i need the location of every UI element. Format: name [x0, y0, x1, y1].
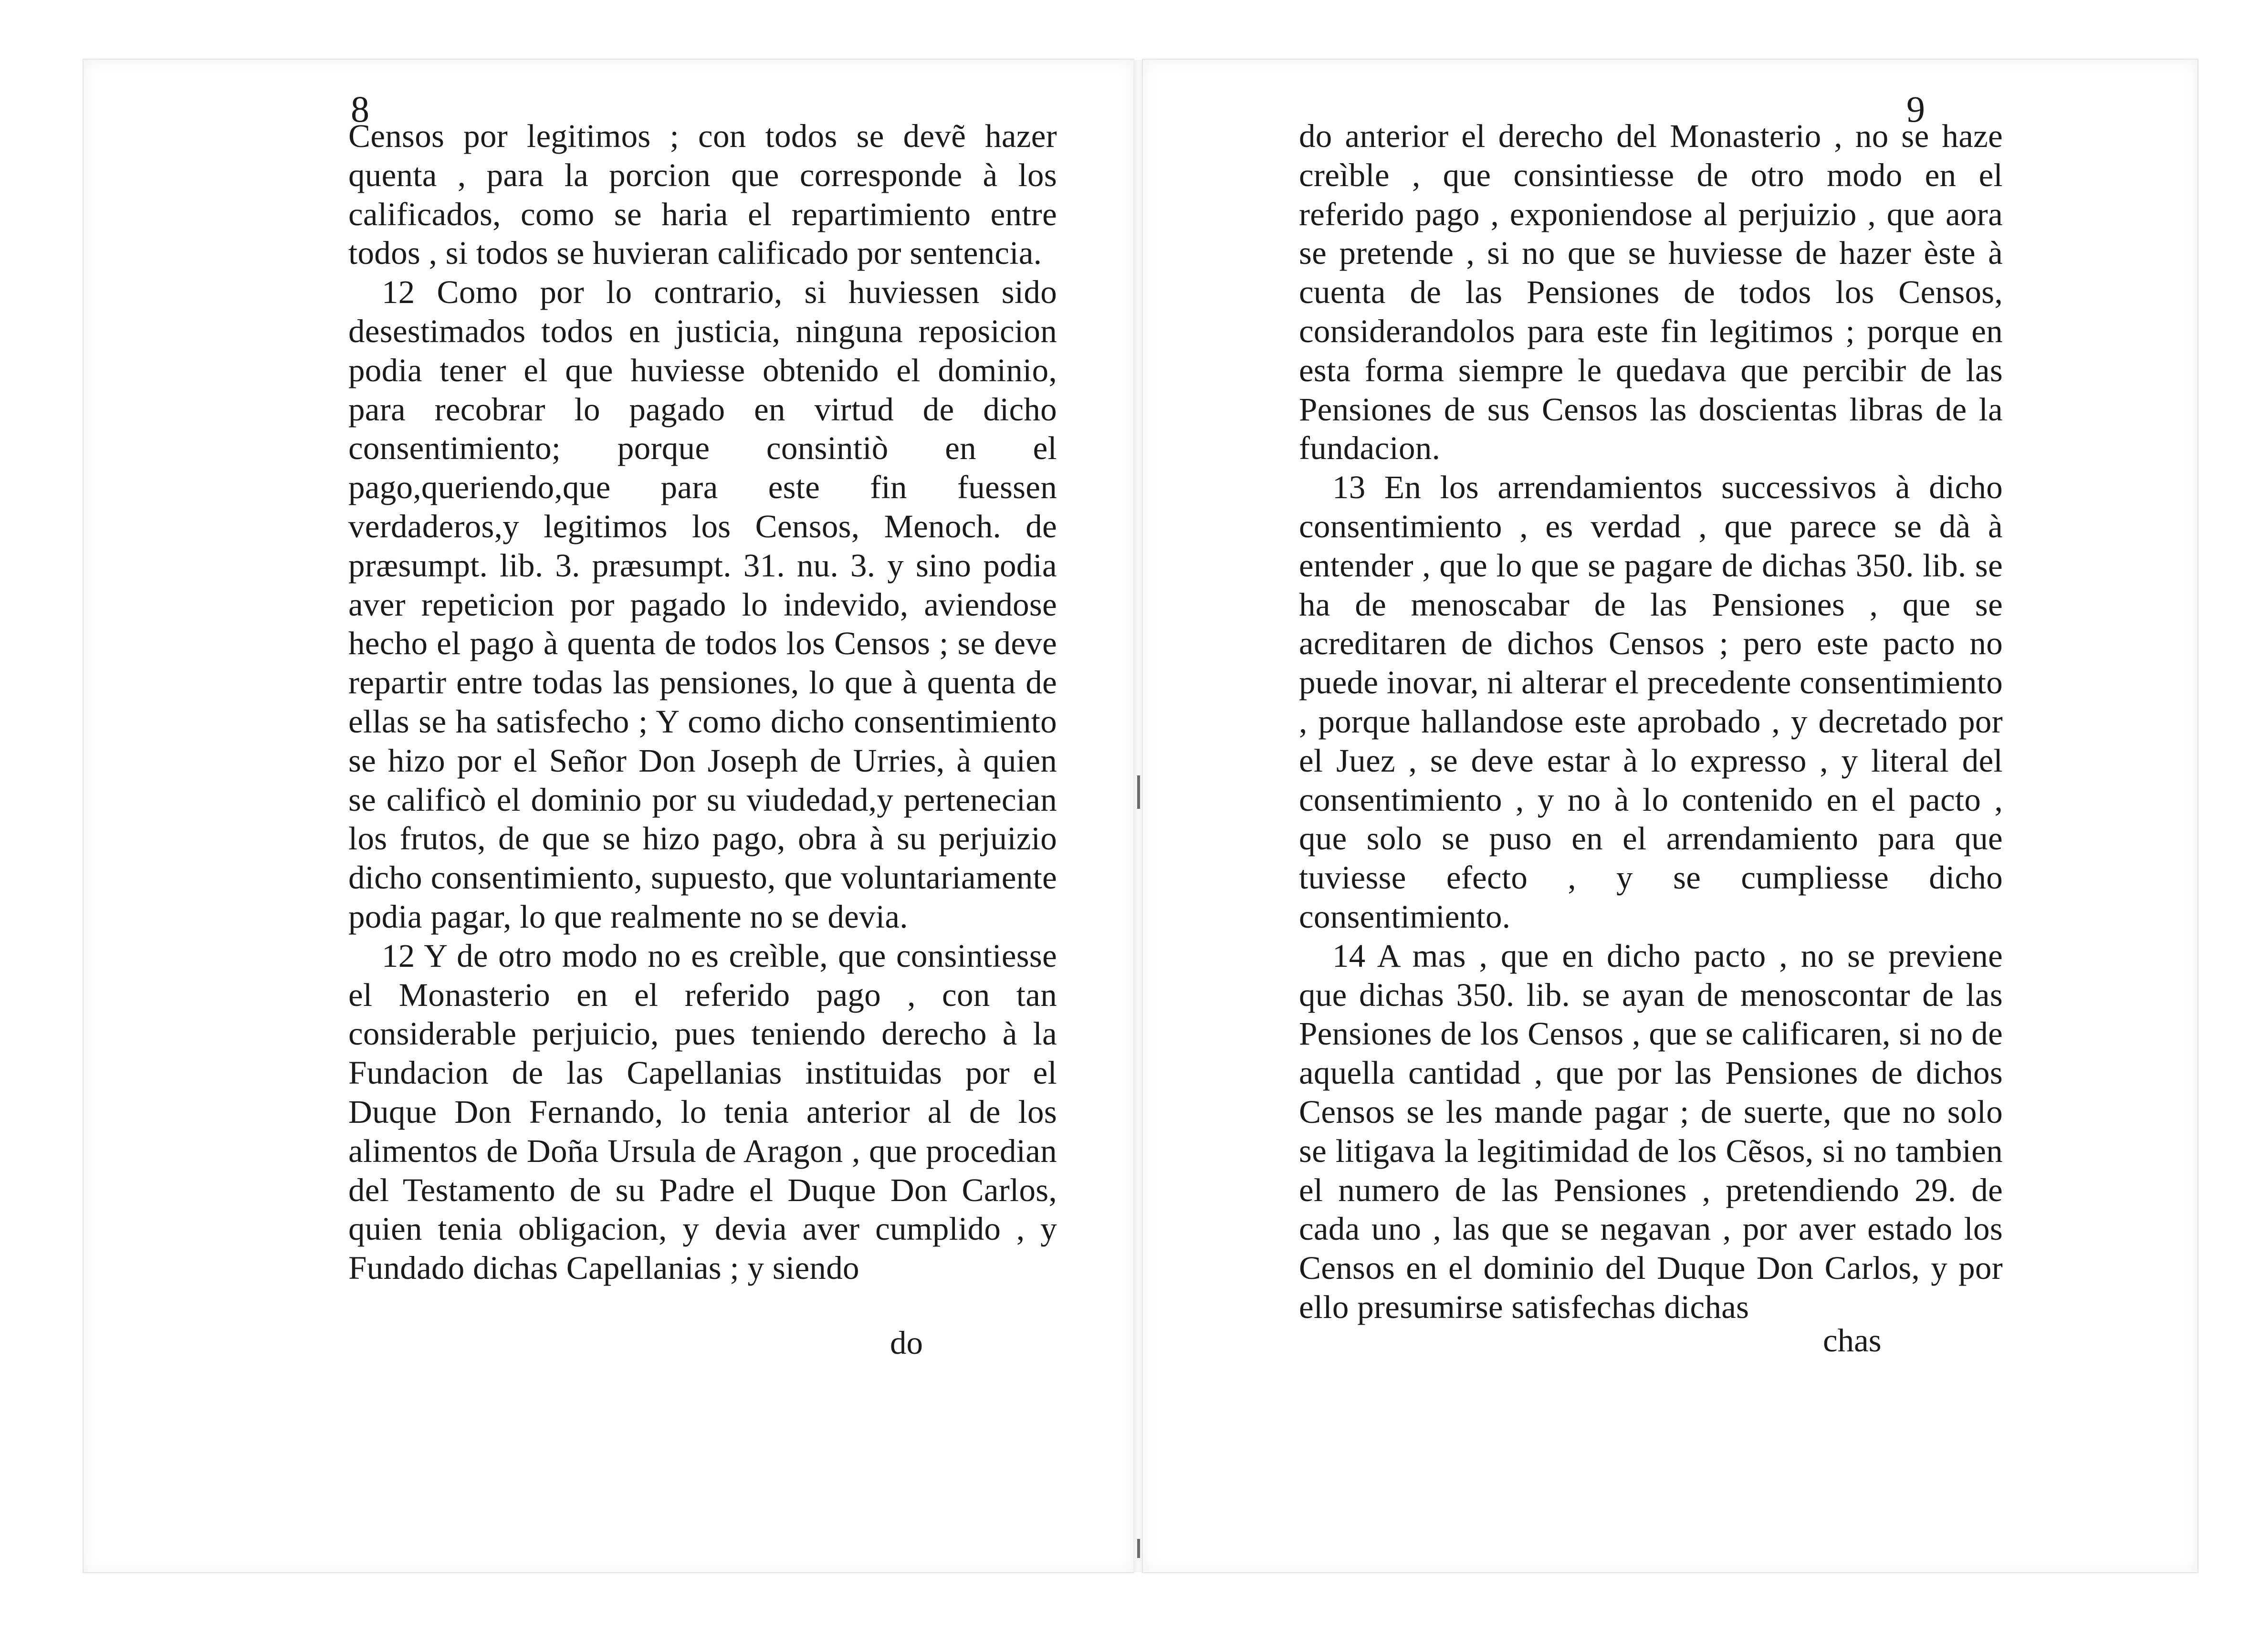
paragraph: Censos por legitimos ; con todos se devẽ hazer quenta , para la porcion que corresponde à los calificados, como se haria el repartimiento entre todos , si todos se huvieran calificado por sentencia.	[348, 118, 1057, 272]
right-page	[1143, 60, 2198, 1572]
left-page	[84, 60, 1133, 1572]
page-number: 9	[1906, 88, 1925, 130]
catchword: do	[890, 1325, 923, 1361]
binding-mark	[1137, 775, 1140, 809]
page-number: 8	[351, 88, 369, 130]
paragraph: do anterior el derecho del Monasterio , no se haze creìble , que consintiesse de otro modo en el referido pago , exponiendose al perjuizio , que aora se pretende , si no que se huviesse de hazer èste à cuenta de las Pensiones de todos los Censos, considerandolos para este fin legitimos ; porque en esta forma siempre le quedava que percibir de las Pensiones de sus Censos las doscientas libras de la fundacion.	[1299, 118, 2003, 467]
catchword: chas	[1823, 1322, 1882, 1359]
page-text	[348, 117, 1057, 1288]
page-text	[1299, 117, 2003, 1327]
gutter	[1133, 60, 1144, 1572]
paragraph: 12 Como por lo contrario, si huviessen sido desestimados todos en justicia, ninguna reposicion podia tener el que huviesse obtenido el dominio, para recobrar lo pagado en virtud de dicho consentimiento; porque consintiò en el pago,queriendo,que para este fin fuessen verdaderos,y legitimos los Censos, Menoch. de præsumpt. lib. 3. præsumpt. 31. nu. 3. y sino podia aver repeticion por pagado lo indevido, aviendose hecho el pago à quenta de todos los Censos ; se deve repartir entre todas las pensiones, lo que à quenta de ellas se ha satisfecho ; Y como dicho consentimiento se hizo por el Señor Don Joseph de Urries, à quien se calificò el dominio por su viudedad,y pertenecian los frutos, de que se hizo pago, obra à su perjuizio dicho consentimiento, supuesto, que voluntariamente podia pagar, lo que realmente no se devia.	[348, 274, 1057, 935]
paragraph: 14 A mas , que en dicho pacto , no se previene que dichas 350. lib. se ayan de menoscontar de las Pensiones de los Censos , que se calificaren, si no de aquella cantidad , que por las Pensiones de dichos Censos se les mande pagar ; de suerte, que no solo se litigava la legitimidad de los Cẽsos, si no tambien el numero de las Pensiones , pretendiendo 29. de cada uno , las que se negavan , por aver estado los Censos en el dominio del Duque Don Carlos, y por ello presumirse satisfechas dichas	[1299, 937, 2003, 1325]
binding-mark	[1137, 1539, 1140, 1558]
paragraph: 12 Y de otro modo no es creìble, que consintiesse el Monasterio en el referido pago , con tan considerable perjuicio, pues teniendo derecho à la Fundacion de las Capellanias instituidas por el Duque Don Fernando, lo tenia anterior al de los alimentos de Doña Ursula de Aragon , que procedian del Testamento de su Padre el Duque Don Carlos, quien tenia obligacion, y devia aver cumplido , y Fundado dichas Capellanias ; y siendo	[348, 937, 1057, 1286]
paragraph: 13 En los arrendamientos successivos à dicho consentimiento , es verdad , que parece se dà à entender , que lo que se pagare de dichas 350. lib. se ha de menoscabar de las Pensiones , que se acreditaren de dichos Censos ; pero este pacto no puede inovar, ni alterar el precedente consentimiento , porque hallandose este aprobado , y decretado por el Juez , se deve estar à lo expresso , y literal del consentimiento , y no à lo contenido en el pacto , que solo se puso en el arrendamiento para que tuviesse efecto , y se cumpliesse dicho consentimiento.	[1299, 469, 2003, 935]
